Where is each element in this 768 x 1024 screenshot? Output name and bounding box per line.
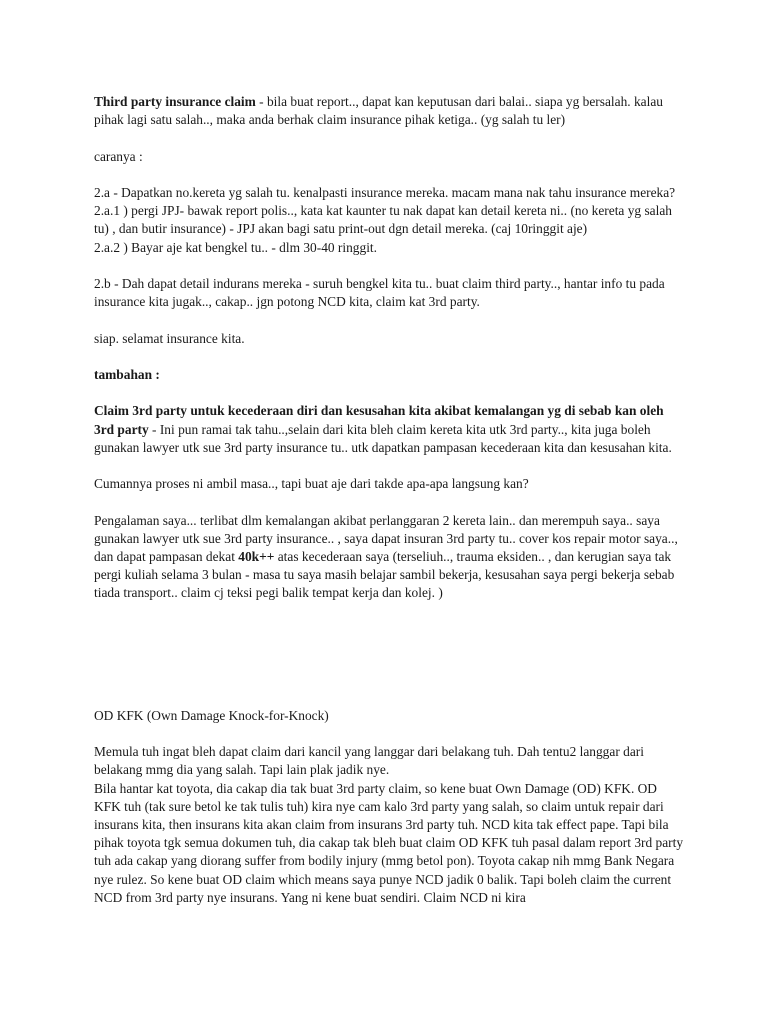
step-2a: 2.a - Dapatkan no.kereta yg salah tu. kenalpasti insurance mereka. macam mana nak tahu insurance mereka?: [94, 184, 676, 200]
pengalaman-amount: 40k++: [238, 548, 275, 564]
steps-block: [94, 184, 684, 257]
pengalaman-text-b: atas kecederaan saya (terseliuh.., trauma eksiden.. , dan kerugian saya tak pergi kuliah selama 3 bulan - masa tu saya masih belajar sambil bekerja, kesusahan saya pergi bekerja sebab tiada transport.. claim cj teksi pegi balik tempat kerja dan kolej. ): [94, 548, 675, 601]
spacer: [94, 621, 684, 707]
tambahan-heading: [94, 366, 684, 384]
claim-text: - Ini pun ramai tak tahu..,selain dari kita bleh claim kereta kita utk 3rd party.., kita juga boleh gunakan lawyer utk sue 3rd party insurance tu.. utk dapatkan pampasan kecederaan kita dan kesusahan kita.: [94, 421, 672, 455]
claim-paragraph: [94, 402, 684, 457]
od-body: [94, 743, 684, 907]
pengalaman-text-a: Pengalaman saya... terlibat dlm kemalangan akibat perlanggaran 2 kereta lain.. dan merempuh saya.. saya gunakan lawyer utk sue 3rd party insurance.. , saya dapat insuran 3rd party tu.. cover kos repair motor saya.., dan dapat pampasan dekat: [94, 512, 678, 564]
claim-heading: Claim 3rd party untuk kecederaan diri dan kesusahan kita akibat kemalangan yg di sebab kan oleh 3rd party: [94, 403, 664, 437]
intro-paragraph: [94, 93, 684, 129]
od-paragraph-1: Memula tuh ingat bleh dapat claim dari kancil yang langgar dari belakang tuh. Dah tentu2 langgar dari belakang mmg dia yang salah. Tapi lain plak jadik nye.: [94, 744, 644, 778]
siap-text: siap. selamat insurance kita.: [94, 330, 245, 346]
step-2b: 2.b - Dah dapat detail indurans mereka - suruh bengkel kita tu.. buat claim third party.., hantar info tu pada insurance kita jugak.., cakap.. jgn potong NCD kita, claim kat 3rd party.: [94, 275, 665, 310]
intro-heading: Third party insurance claim: [94, 94, 256, 109]
document-page: [94, 93, 684, 907]
intro-text: - bila buat report.., dapat kan keputusan dari balai.. siapa yg bersalah. kalau pihak lagi satu salah.., maka anda berhak claim insurance pihak ketiga.. (yg salah tu ler): [94, 94, 663, 128]
tambahan-label: tambahan :: [94, 366, 160, 382]
cumannya-text: Cumannya proses ni ambil masa.., tapi buat aje dari takde apa-apa langsung kan?: [94, 476, 529, 492]
step-2a1: 2.a.1 ) pergi JPJ- bawak report polis.., kata kat kaunter tu nak dapat kan detail kereta ni.. (no kereta yg salah tu) , dan butir insurance) - JPJ akan bagi satu print-out dgn detail mereka. (caj 10ringgit aje): [94, 203, 672, 237]
od-title: OD KFK (Own Damage Knock-for-Knock): [94, 707, 329, 723]
step-2a2: 2.a.2 ) Bayar aje kat bengkel tu.. - dlm 30-40 ringgit.: [94, 239, 377, 255]
pengalaman-paragraph: [94, 512, 684, 603]
caranya-label: caranya :: [94, 148, 143, 164]
od-paragraph-2: Bila hantar kat toyota, dia cakap dia tak buat 3rd party claim, so kene buat Own Damage (OD) KFK. OD KFK tuh (tak sure betol ke tak tulis tuh) kira nye cam kalo 3rd party yang salah, so claim untuk repair dari insurans kita, then insurans kita akan claim from insurans 3rd party tuh. NCD kita tak effect pape. Tapi bila pihak toyota tgk semua dokumen tuh, dia cakap tak bleh buat claim OD KFK tuh pasal dalam report 3rd party tuh ada cakap yang diorang suffer from bodily injury (mmg betol pon). Toyota cakap nih mmg Bank Negara nye rulez. So kene buat OD claim which means saya punye NCD jadik 0 balik. Tapi boleh claim the current NCD from 3rd party nye insurans. Yang ni kene buat sendiri. Claim NCD ni kira: [94, 780, 684, 905]
